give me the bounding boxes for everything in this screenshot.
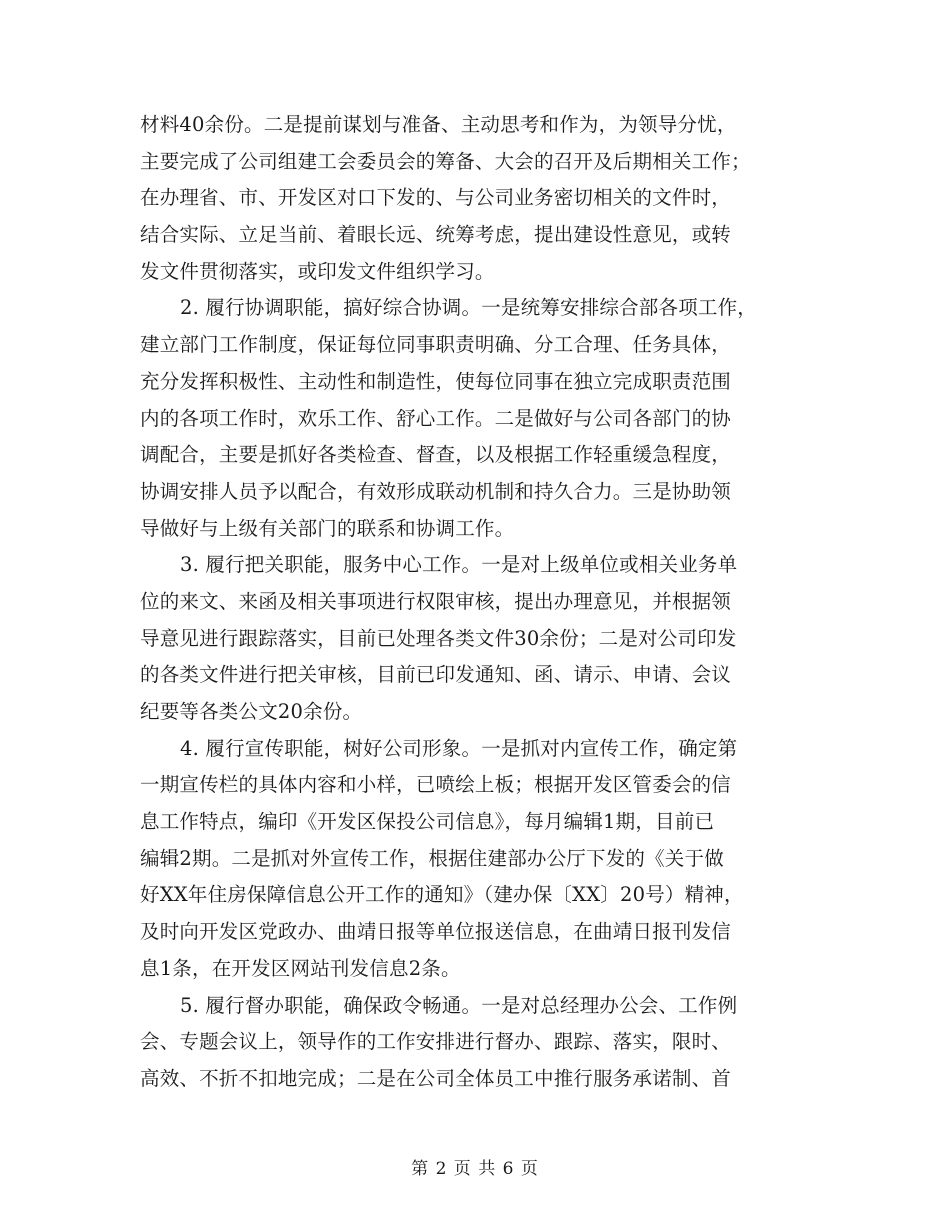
text-line: 导做好与上级有关部门的联系和协调工作。 [140, 516, 515, 540]
text-line: 调配合，主要是抓好各类检查、督查，以及根据工作轻重缓急程度， [140, 443, 732, 467]
text-line: 主要完成了公司组建工会委员会的筹备、大会的召开及后期相关工作； [140, 149, 751, 173]
text-line: 会、专题会议上，领导作的工作安排进行督办、跟踪、落实，限时、 [140, 1030, 732, 1054]
text-line: 发文件贯彻落实，或印发文件组织学习。 [140, 259, 495, 283]
text-line: 建立部门工作制度，保证每位同事职责明确、分工合理、任务具体， [140, 333, 732, 357]
text-line: 导意见进行跟踪落实，目前已处理各类文件30余份；二是对公司印发 [140, 626, 737, 650]
text-line: 好XX年住房保障信息公开工作的通知》（建办保〔XX〕20号）精神， [140, 883, 744, 907]
text-line: 息工作特点，编印《开发区保投公司信息》，每月编辑1期，目前已 [140, 810, 715, 834]
text-line: 及时向开发区党政办、曲靖日报等单位报送信息，在曲靖日报刊发信 [140, 920, 732, 944]
document-body [140, 107, 830, 1098]
text-line: 一期宣传栏的具体内容和小样，已喷绘上板；根据开发区管委会的信 [140, 773, 732, 797]
text-line: 息1条，在开发区网站刊发信息2条。 [140, 956, 461, 980]
text-line: 编辑2期。二是抓对外宣传工作，根据住建部办公厅下发的《关于做 [140, 846, 724, 870]
text-line: 纪要等各类公文20余份。 [140, 700, 363, 723]
page-number-footer: 第 2 页 共 6 页 [411, 1159, 539, 1179]
paragraph-first-line: 4. 履行宣传职能，树好公司形象。一是抓对内宣传工作，确定第 [180, 736, 738, 760]
paragraph-first-line: 3. 履行把关职能，服务中心工作。一是对上级单位或相关业务单 [180, 553, 738, 577]
text-line: 材料40余份。二是提前谋划与准备、主动思考和作为，为领导分忧， [140, 113, 737, 136]
text-line: 位的来文、来函及相关事项进行权限审核，提出办理意见，并根据领 [140, 589, 732, 613]
text-line: 高效、不折不扣地完成；二是在公司全体员工中推行服务承诺制、首 [140, 1066, 732, 1090]
paragraph-first-line: 5. 履行督办职能，确保政令畅通。一是对总经理办公会、工作例 [180, 993, 738, 1017]
text-line: 充分发挥积极性、主动性和制造性，使每位同事在独立完成职责范围 [140, 369, 732, 393]
text-line: 结合实际、立足当前、着眼长远、统筹考虑，提出建设性意见，或转 [140, 223, 732, 247]
text-line: 在办理省、市、开发区对口下发的、与公司业务密切相关的文件时， [140, 186, 732, 210]
text-line: 协调安排人员予以配合，有效形成联动机制和持久合力。三是协助领 [140, 479, 732, 503]
paragraph-first-line: 2. 履行协调职能，搞好综合协调。一是统筹安排综合部各项工作， [180, 296, 758, 320]
text-line: 内的各项工作时，欢乐工作、舒心工作。二是做好与公司各部门的协 [140, 406, 732, 430]
text-line: 的各类文件进行把关审核，目前已印发通知、函、请示、申请、会议 [140, 663, 732, 687]
